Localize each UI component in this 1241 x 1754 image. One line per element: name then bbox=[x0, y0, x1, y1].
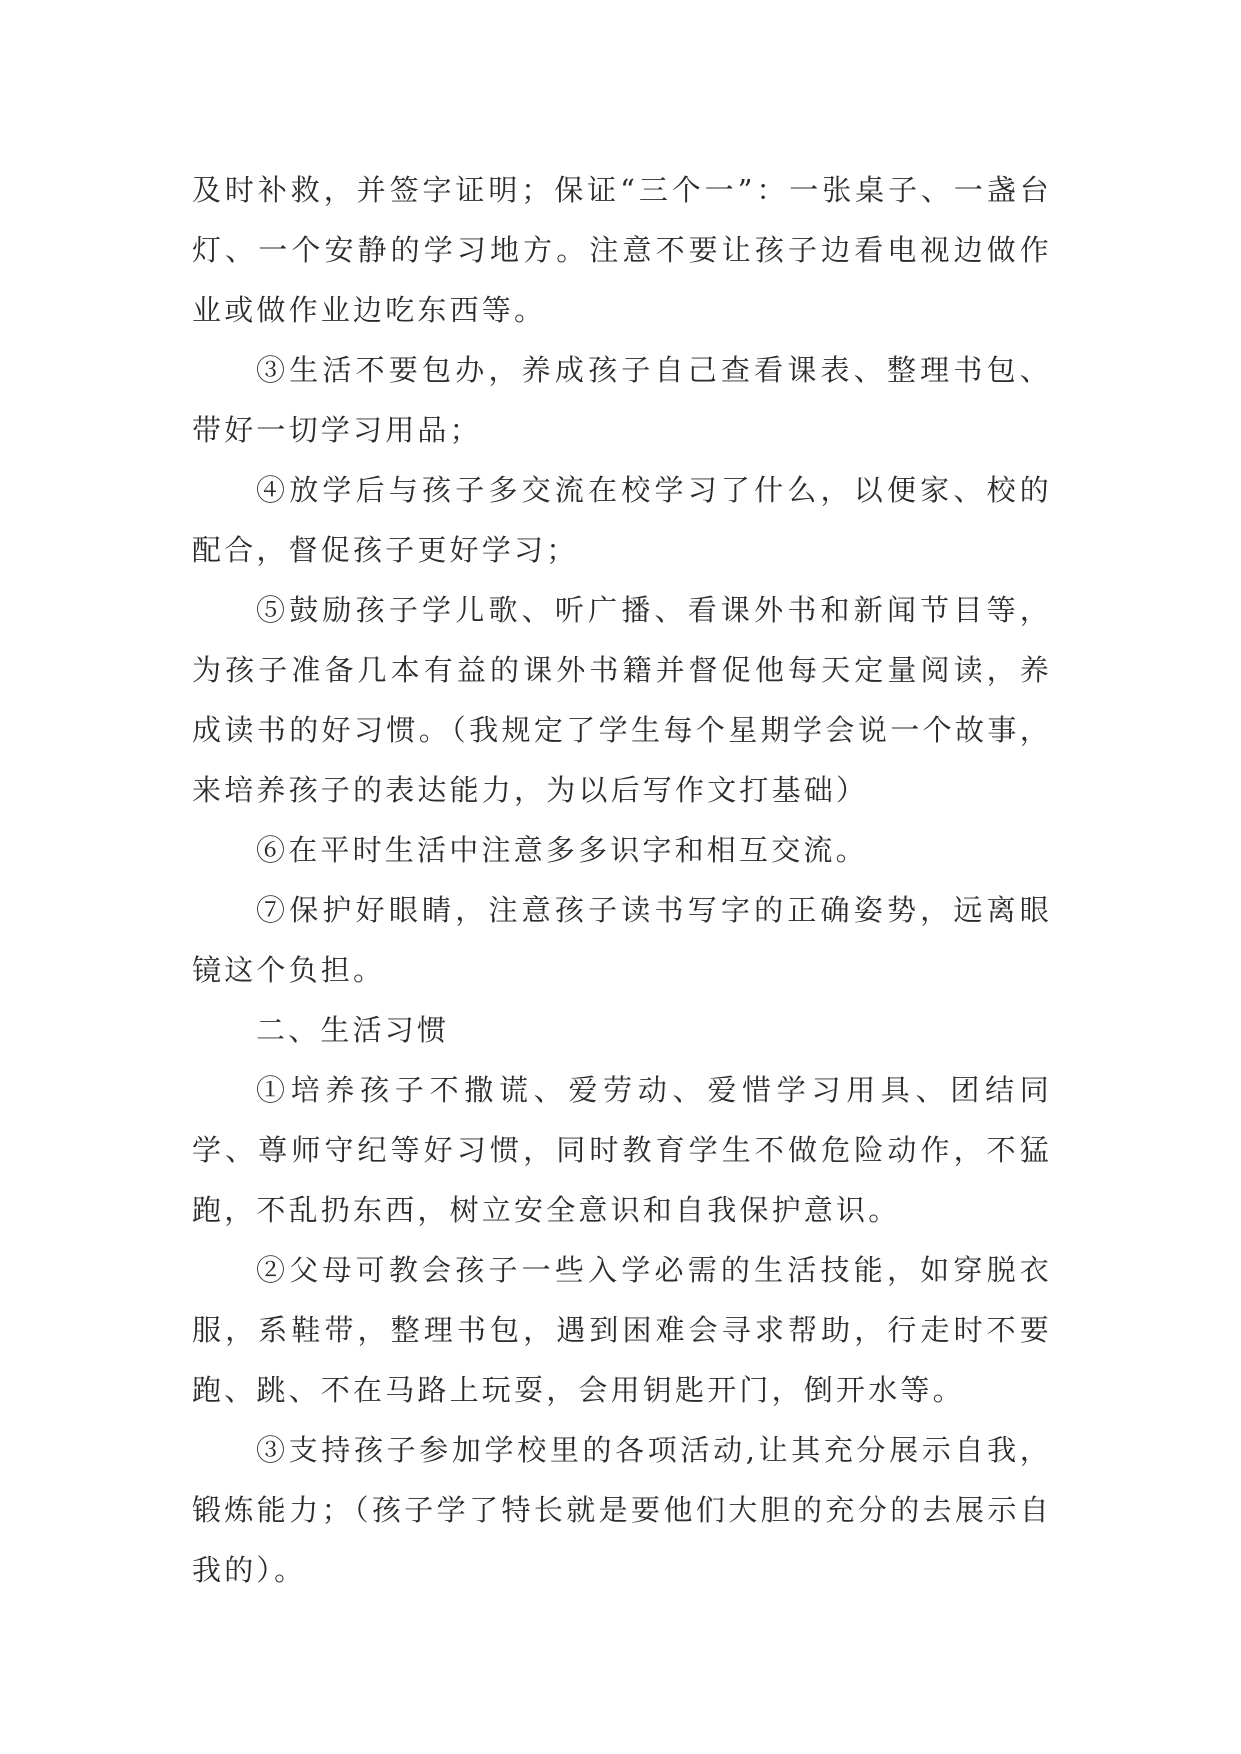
section-heading-life-habits: 二、生活习惯 bbox=[256, 1013, 450, 1047]
paragraph-item-3: ③生活不要包办，养成孩子自己查看课表、整理书包、带好一切学习用品； bbox=[192, 353, 1052, 447]
paragraph-life-item-1: ①培养孩子不撒谎、爱劳动、爱惜学习用具、团结同学、尊师守纪等好习惯，同时教育学生不做危险动作，不猛跑，不乱扔东西，树立安全意识和自我保护意识。 bbox=[192, 1073, 1052, 1227]
document-body bbox=[192, 160, 1052, 1600]
paragraph-item-5: ⑤鼓励孩子学儿歌、听广播、看课外书和新闻节目等，为孩子准备几本有益的课外书籍并督促他每天定量阅读，养成读书的好习惯。（我规定了学生每个星期学会说一个故事，来培养孩子的表达能力，为以后写作文打基础） bbox=[192, 593, 1052, 807]
paragraph-life-item-3: ③支持孩子参加学校里的各项活动,让其充分展示自我，锻炼能力；（孩子学了特长就是要他们大胆的充分的去展示自我的）。 bbox=[192, 1433, 1052, 1587]
paragraph-item-6: ⑥在平时生活中注意多多识字和相互交流。 bbox=[256, 833, 868, 867]
paragraph-item-7: ⑦保护好眼睛，注意孩子读书写字的正确姿势，远离眼镜这个负担。 bbox=[192, 893, 1052, 987]
paragraph-item-4: ④放学后与孩子多交流在校学习了什么，以便家、校的配合，督促孩子更好学习； bbox=[192, 473, 1052, 567]
paragraph-life-item-2: ②父母可教会孩子一些入学必需的生活技能，如穿脱衣服，系鞋带，整理书包，遇到困难会寻求帮助，行走时不要跑、跳、不在马路上玩耍，会用钥匙开门，倒开水等。 bbox=[192, 1253, 1052, 1407]
paragraph-continuation: 及时补救，并签字证明；保证“三个一”：一张桌子、一盏台灯、一个安静的学习地方。注意不要让孩子边看电视边做作业或做作业边吃东西等。 bbox=[192, 173, 1052, 327]
